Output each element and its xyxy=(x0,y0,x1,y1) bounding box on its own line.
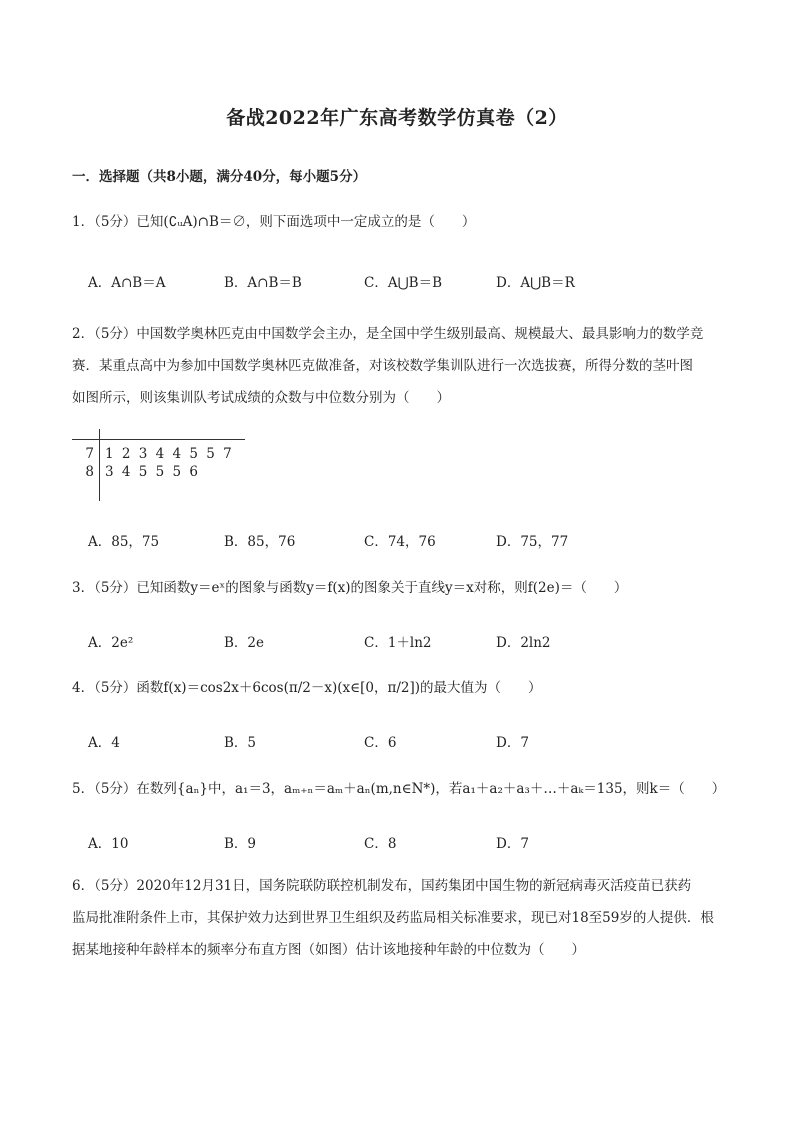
option-a: A．10 xyxy=(88,836,129,852)
question-2-line-2: 赛．某重点高中为参加中国数学奥林匹克做准备，对该校数学集训队进行一次选拔赛，所得分数的茎叶图 xyxy=(72,358,693,374)
option-a: A．A∩B＝A xyxy=(88,275,166,291)
option-c: C．74，76 xyxy=(364,534,436,550)
question-6-stem xyxy=(72,870,732,966)
option-c: C．8 xyxy=(364,836,397,852)
option-d: D．7 xyxy=(496,836,529,852)
stem-leaf-plot xyxy=(72,429,247,501)
option-a: A．4 xyxy=(88,735,120,751)
option-d: D．7 xyxy=(496,735,529,751)
leaves: 3 4 5 5 5 6 xyxy=(105,464,200,480)
option-b: B．2e xyxy=(224,635,264,651)
stem: 7 xyxy=(85,446,94,462)
option-d: D．A⋃B＝R xyxy=(496,275,575,291)
option-c: C．1＋ln2 xyxy=(364,635,432,651)
option-b: B．9 xyxy=(224,836,257,852)
option-d: D．75，77 xyxy=(496,534,569,550)
option-a: A．85，75 xyxy=(88,534,160,550)
leaves: 1 2 3 4 4 5 5 7 xyxy=(105,446,234,462)
question-6-line-3: 据某地接种年龄样本的频率分布直方图（如图）估计该地接种年龄的中位数为（ ） xyxy=(72,942,585,958)
stem-leaf-header-line xyxy=(72,439,245,440)
option-b: B．85，76 xyxy=(224,534,296,550)
question-1-stem: 1．（5分）已知(∁ᵤA)∩B＝∅，则下面选项中一定成立的是（ ） xyxy=(72,214,476,230)
section-heading: 一．选择题（共8小题，满分40分，每小题5分） xyxy=(72,169,367,185)
stem-leaf-divider xyxy=(99,429,100,501)
question-2-line-1: 2．（5分）中国数学奥林匹克由中国数学会主办，是全国中学生级别最高、规模最大、最具影响力的数学竞 xyxy=(72,326,704,342)
option-c: C．6 xyxy=(364,735,397,751)
question-6-line-1: 6．（5分）2020年12月31日，国务院联防联控机制发布，国药集团中国生物的新冠病毒灭活疫苗已获药 xyxy=(72,878,692,894)
question-3-stem: 3．（5分）已知函数y＝eˣ的图象与函数y＝f(x)的图象关于直线y＝x对称，则f(2e)＝（ ） xyxy=(72,580,628,596)
question-2-stem xyxy=(72,318,732,414)
page-title: 备战2022年广东高考数学仿真卷（2） xyxy=(226,107,568,129)
stem: 8 xyxy=(85,464,94,480)
option-b: B．A∩B＝B xyxy=(224,275,302,291)
option-d: D．2ln2 xyxy=(496,635,551,651)
question-6-line-2: 监局批准附条件上市，其保护效力达到世界卫生组织及药监局相关标准要求，现已对18至59岁的人提供．根 xyxy=(72,910,714,926)
option-c: C．A⋃B＝B xyxy=(364,275,442,291)
question-4-stem: 4．（5分）函数f(x)＝cos2x＋6cos(π/2－x)(x∈[0，π/2])的最大值为（ ） xyxy=(72,680,542,696)
option-b: B．5 xyxy=(224,735,257,751)
option-a: A．2e² xyxy=(88,635,134,651)
question-5-stem: 5．（5分）在数列{aₙ}中，a₁＝3，aₘ₊ₙ＝aₘ＋aₙ(m,n∈N*)，若a₁＋a₂＋a₃＋…＋aₖ＝135，则k＝（ ） xyxy=(72,781,726,797)
question-2-line-3: 如图所示，则该集训队考试成绩的众数与中位数分别为（ ） xyxy=(72,390,450,406)
